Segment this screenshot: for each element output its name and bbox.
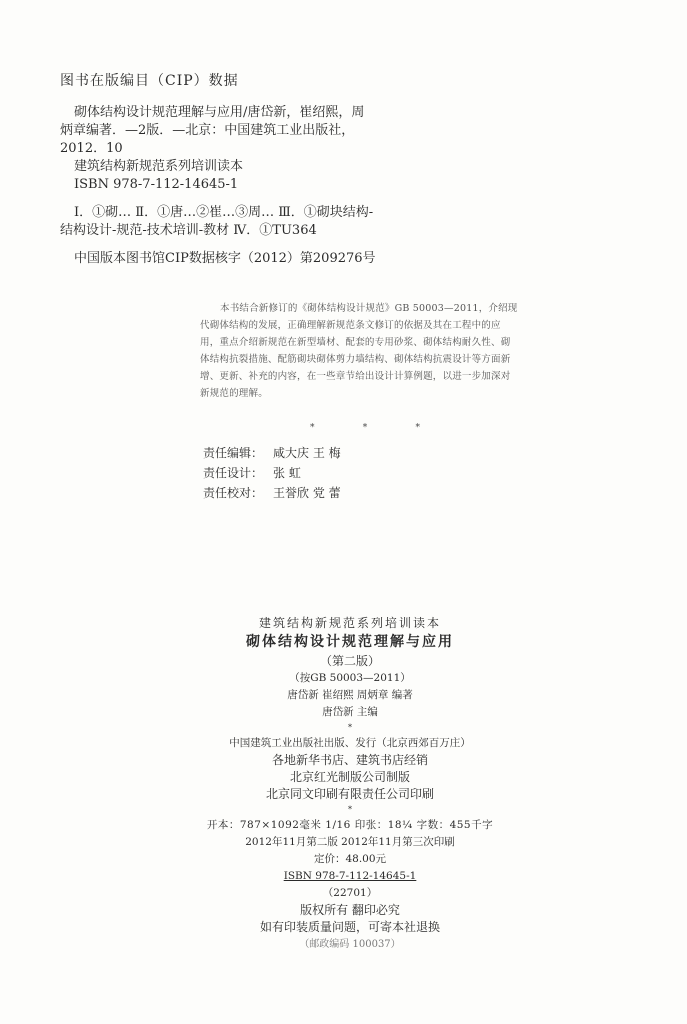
colophon-dates: 2012年11月第二版 2012年11月第三次印刷: [245, 836, 455, 848]
separator-star: *: [415, 423, 420, 433]
credit-row-designer: [203, 463, 341, 483]
book-abstract: [200, 300, 560, 402]
section-separator: [310, 423, 420, 433]
colophon-authors: 唐岱新 崔绍熙 周炳章 编著: [287, 689, 413, 701]
cip-entry-line: 2012．10: [60, 141, 123, 156]
abstract-line: 用，重点介绍新规范在新型墙材、配套的专用砂浆、砌体结构耐久性、砌: [200, 337, 511, 348]
abstract-line: 本书结合新修订的《砌体结构设计规范》GB 50003—2011，介绍现: [220, 303, 518, 314]
cip-subject-line: 结构设计-规范-技术培训-教材 Ⅳ．①TU364: [60, 223, 317, 238]
abstract-line: 新规范的理解。: [200, 388, 268, 399]
colophon-series: 建筑结构新规范系列培训读本: [258, 616, 441, 630]
separator-star: *: [362, 423, 368, 433]
credit-label: 责任校对：: [203, 486, 264, 500]
colophon-number: （22701）: [322, 887, 378, 899]
colophon-isbn: [150, 868, 550, 885]
colophon-distributor: 各地新华书店、建筑书店经销: [271, 753, 428, 767]
cip-subject-line: Ⅰ．①砌… Ⅱ．①唐…②崔…③周… Ⅲ．①砌块结构-: [74, 205, 374, 220]
colophon-notice: 如有印装质量问题，可寄本社退换: [259, 920, 440, 934]
colophon-price: 定价：48.00元: [313, 853, 387, 865]
colophon-standard: （按GB 50003—2011）: [289, 672, 411, 684]
colophon-printer: 北京同文印刷有限责任公司印刷: [265, 787, 434, 801]
cip-heading: 图书在版编目（CIP）数据: [60, 73, 239, 89]
colophon-chief-editor: 唐岱新 主编: [322, 706, 378, 718]
colophon-title: 砌体结构设计规范理解与应用: [246, 634, 454, 650]
cip-entry-line: 炳章编著．—2版．—北京：中国建筑工业出版社，: [60, 123, 355, 138]
credit-label: 责任编辑：: [203, 446, 264, 460]
editorial-credits: [203, 443, 341, 503]
colophon-typesetter: 北京红光制版公司制版: [289, 770, 410, 784]
colophon-isbn-text: ISBN 978-7-112-14645-1: [283, 870, 417, 882]
cip-data-block: [60, 72, 620, 268]
credit-row-proofreader: [203, 483, 341, 503]
credit-row-editor: [203, 443, 341, 463]
cip-series-line: 建筑结构新规范系列培训读本: [74, 159, 244, 174]
colophon-postcode: （邮政编码 100037）: [299, 939, 401, 950]
abstract-line: 代砌体结构的发展，正确理解新规范条文修订的依据及其在工程中的应: [200, 320, 501, 331]
colophon-separator: *: [348, 805, 352, 814]
separator-star: *: [310, 423, 315, 433]
cip-isbn-line: ISBN 978-7-112-14645-1: [74, 177, 239, 192]
colophon-rights: 版权所有 翻印必究: [300, 903, 400, 917]
abstract-line: 增、更新、补充的内容，在一些章节给出设计计算例题，以进一步加深对: [200, 371, 511, 382]
colophon: [150, 615, 550, 953]
abstract-line: 体结构抗裂措施、配筋砌块砌体剪力墙结构、砌体结构抗震设计等方面新: [200, 354, 511, 365]
colophon-edition: （第二版）: [319, 654, 380, 668]
colophon-separator: *: [348, 723, 352, 732]
credit-label: 责任设计：: [203, 466, 264, 480]
cip-entry-line: 砌体结构设计规范理解与应用/唐岱新，崔绍熙，周: [74, 105, 365, 120]
cip-record-line: 中国版本图书馆CIP数据核字（2012）第209276号: [74, 251, 376, 266]
credit-value: 咸大庆 王 梅: [273, 446, 341, 460]
colophon-publisher: 中国建筑工业出版社出版、发行（北京西郊百万庄）: [229, 737, 471, 749]
credit-value: 张 虹: [273, 466, 301, 480]
colophon-specs: 开本：787×1092毫米 1/16 印张：18¼ 字数：455千字: [206, 819, 494, 831]
credit-value: 王誉欣 党 蕾: [273, 486, 341, 500]
